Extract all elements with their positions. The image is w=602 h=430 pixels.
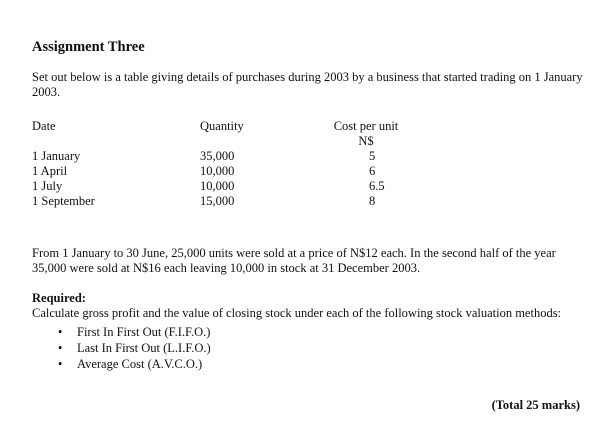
table-row — [32, 164, 432, 179]
total-marks: (Total 25 marks) — [491, 398, 580, 412]
assignment-title: Assignment Three — [32, 39, 145, 55]
bullet-icon: • — [58, 325, 63, 339]
table-row — [32, 179, 432, 194]
table-row — [32, 194, 432, 209]
header-cost — [328, 119, 404, 149]
calculate-instruction: Calculate gross profit and the value of closing stock under each of the following stock valuation methods: — [32, 306, 562, 320]
bullet-icon: • — [58, 341, 63, 355]
cell-cost: 5 — [369, 149, 376, 163]
header-date: Date — [32, 119, 56, 133]
header-quantity: Quantity — [200, 119, 244, 133]
cell-quantity: 10,000 — [200, 164, 235, 178]
bullet-icon: • — [58, 357, 63, 371]
list-item — [32, 341, 584, 357]
cell-date: 1 April — [32, 164, 68, 178]
cell-date: 1 September — [32, 194, 95, 208]
cell-date: 1 July — [32, 179, 63, 193]
method-label: Last In First Out (L.I.F.O.) — [77, 341, 211, 355]
cell-quantity: 15,000 — [200, 194, 235, 208]
table-body — [32, 149, 432, 209]
cell-cost: 6.5 — [369, 179, 385, 193]
header-cost-currency: N$ — [358, 134, 374, 148]
cell-cost: 8 — [369, 194, 376, 208]
intro-paragraph: Set out below is a table giving details of purchases during 2003 by a business that started trading on 1 January 2003. — [32, 70, 583, 99]
methods-list — [32, 325, 584, 373]
required-label: Required: — [32, 291, 86, 305]
sales-paragraph: From 1 January to 30 June, 25,000 units were sold at a price of N$12 each. In the second half of the year 35,000 were sold at N$16 each leaving 10,000 in stock at 31 December 2003. — [32, 246, 556, 275]
cell-cost: 6 — [369, 164, 376, 178]
document — [32, 38, 584, 373]
list-item — [32, 357, 584, 373]
cell-date: 1 January — [32, 149, 81, 163]
method-label: First In First Out (F.I.F.O.) — [77, 325, 211, 339]
table-row — [32, 149, 432, 164]
method-label: Average Cost (A.V.C.O.) — [77, 357, 203, 371]
cell-quantity: 10,000 — [200, 179, 235, 193]
purchases-table — [32, 119, 584, 219]
list-item — [32, 325, 584, 341]
cell-quantity: 35,000 — [200, 149, 235, 163]
header-cost-label: Cost per unit — [333, 119, 399, 133]
